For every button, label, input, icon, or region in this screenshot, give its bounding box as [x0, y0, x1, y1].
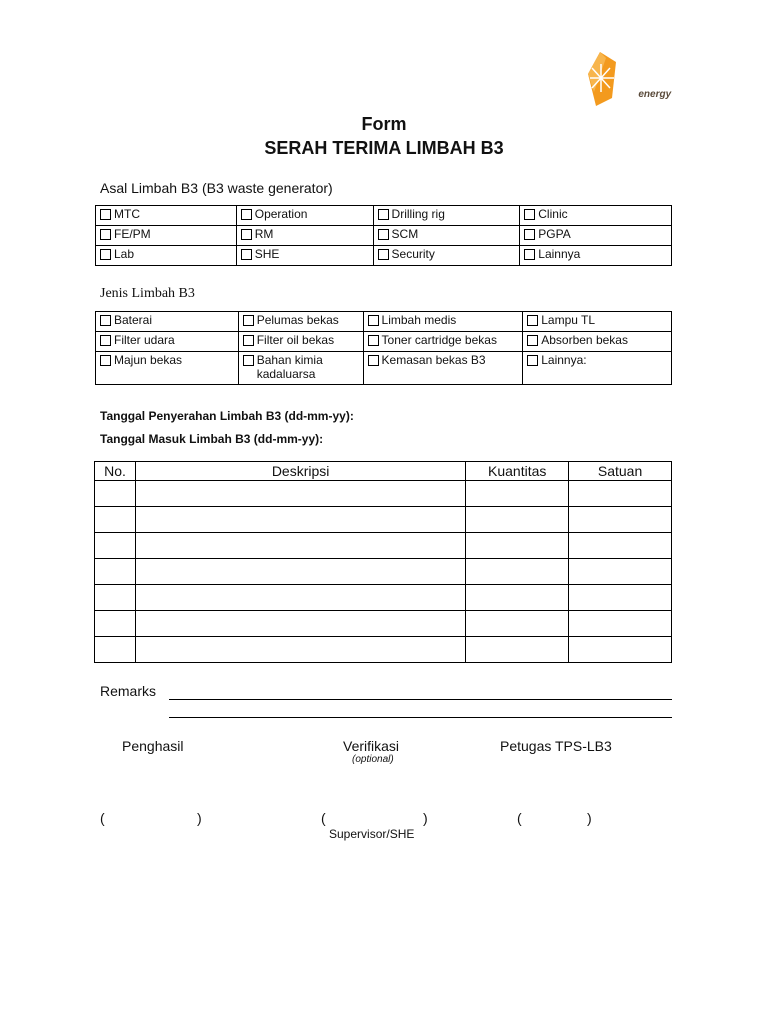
- asal-row: [96, 206, 672, 226]
- asal-label: Asal Limbah B3 (B3 waste generator): [100, 180, 333, 196]
- option-label: Drilling rig: [391, 207, 445, 221]
- cell-satuan[interactable]: [569, 611, 672, 637]
- cell-satuan[interactable]: [569, 637, 672, 663]
- option-label: Limbah medis: [381, 313, 457, 327]
- cell-no[interactable]: [95, 611, 136, 637]
- cell-kuantitas[interactable]: [466, 637, 569, 663]
- checkbox[interactable]: [100, 315, 111, 326]
- checkbox[interactable]: [100, 355, 111, 366]
- checkbox[interactable]: [100, 209, 111, 220]
- option-label: PGPA: [538, 227, 571, 241]
- table-row: [95, 533, 672, 559]
- checkbox[interactable]: [527, 355, 538, 366]
- jenis-label: Jenis Limbah B3: [100, 286, 195, 301]
- option-label: Absorben bekas: [541, 333, 628, 347]
- column-header-no: No.: [95, 462, 136, 481]
- checkbox[interactable]: [241, 229, 252, 240]
- checkbox[interactable]: [368, 335, 379, 346]
- asal-row: [96, 246, 672, 266]
- form-title: Form: [361, 114, 407, 134]
- cell-deskripsi[interactable]: [135, 533, 465, 559]
- remarks-line-2[interactable]: [169, 717, 672, 718]
- cell-deskripsi[interactable]: [135, 611, 465, 637]
- cell-no[interactable]: [95, 585, 136, 611]
- remarks-line-1[interactable]: [169, 699, 672, 700]
- jenis-table: [95, 311, 672, 385]
- checkbox[interactable]: [100, 229, 111, 240]
- checkbox[interactable]: [243, 335, 254, 346]
- signature-label-petugas: Petugas TPS-LB3: [500, 738, 612, 754]
- date-penyerahan-label: Tanggal Penyerahan Limbah B3 (dd-mm-yy):: [100, 409, 354, 423]
- signature-label-verifikasi: Verifikasi: [343, 738, 400, 754]
- option-label: SHE: [254, 247, 280, 261]
- checkbox[interactable]: [100, 249, 111, 260]
- cell-kuantitas[interactable]: [466, 585, 569, 611]
- option-label: Operation: [254, 207, 308, 221]
- asal-row: [96, 226, 672, 246]
- option-label: Lainnya: [538, 247, 581, 261]
- checkbox[interactable]: [378, 209, 389, 220]
- option-label: MTC: [114, 207, 140, 221]
- option-label: Lab: [114, 247, 135, 261]
- cell-kuantitas[interactable]: [466, 533, 569, 559]
- signature-paren-open: (: [517, 810, 522, 826]
- jenis-row: [96, 332, 672, 352]
- column-header-satuan: Satuan: [569, 462, 672, 481]
- table-row: [95, 481, 672, 507]
- cell-deskripsi[interactable]: [135, 559, 465, 585]
- signature-label-penghasil: Penghasil: [122, 738, 184, 754]
- checkbox[interactable]: [524, 209, 535, 220]
- option-label: Pelumas bekas: [256, 313, 339, 327]
- cell-deskripsi[interactable]: [135, 507, 465, 533]
- option-label: Clinic: [538, 207, 568, 221]
- checkbox[interactable]: [524, 249, 535, 260]
- cell-no[interactable]: [95, 481, 136, 507]
- cell-no[interactable]: [95, 559, 136, 585]
- signature-paren-open: (: [321, 810, 326, 826]
- cell-satuan[interactable]: [569, 559, 672, 585]
- option-label: Lainnya:: [541, 353, 587, 367]
- cell-no[interactable]: [95, 507, 136, 533]
- cell-no[interactable]: [95, 637, 136, 663]
- checkbox[interactable]: [241, 249, 252, 260]
- table-row: [95, 559, 672, 585]
- checkbox[interactable]: [243, 355, 254, 366]
- cell-deskripsi[interactable]: [135, 637, 465, 663]
- option-label: Security: [391, 247, 435, 261]
- option-label: Toner cartridge bekas: [381, 333, 497, 347]
- signature-paren-close: ): [197, 810, 202, 826]
- waste-items-table: [94, 461, 672, 663]
- table-row: [95, 585, 672, 611]
- cell-satuan[interactable]: [569, 585, 672, 611]
- signature-paren-close: ): [587, 810, 592, 826]
- option-label: Filter oil bekas: [256, 333, 335, 347]
- cell-kuantitas[interactable]: [466, 611, 569, 637]
- checkbox[interactable]: [368, 355, 379, 366]
- logo-text: starenergy: [620, 89, 672, 100]
- jenis-row: [96, 312, 672, 332]
- checkbox[interactable]: [368, 315, 379, 326]
- checkbox[interactable]: [527, 315, 538, 326]
- star-energy-logo-icon: [582, 48, 672, 110]
- cell-satuan[interactable]: [569, 533, 672, 559]
- column-header-kuantitas: Kuantitas: [466, 462, 569, 481]
- signature-paren-close: ): [423, 810, 428, 826]
- cell-deskripsi[interactable]: [135, 481, 465, 507]
- option-label: Filter udara: [114, 333, 175, 347]
- form-subtitle: SERAH TERIMA LIMBAH B3: [264, 138, 504, 158]
- checkbox[interactable]: [100, 335, 111, 346]
- star-energy-logo: [582, 48, 672, 110]
- option-label: Kemasan bekas B3: [381, 353, 486, 367]
- option-label: SCM: [391, 227, 419, 241]
- column-header-deskripsi: Deskripsi: [135, 462, 465, 481]
- checkbox[interactable]: [241, 209, 252, 220]
- checkbox[interactable]: [243, 315, 254, 326]
- date-masuk-label: Tanggal Masuk Limbah B3 (dd-mm-yy):: [100, 432, 324, 446]
- table-row: [95, 637, 672, 663]
- cell-deskripsi[interactable]: [135, 585, 465, 611]
- option-label: RM: [254, 227, 274, 241]
- supervisor-label: Supervisor/SHE: [329, 827, 415, 841]
- table-row: [95, 611, 672, 637]
- jenis-row: [96, 352, 672, 385]
- signature-paren-open: (: [100, 810, 105, 826]
- cell-kuantitas[interactable]: [466, 507, 569, 533]
- option-label: Baterai: [114, 313, 153, 327]
- cell-kuantitas[interactable]: [466, 481, 569, 507]
- optional-note: (optional): [352, 754, 394, 765]
- table-header-row: [95, 462, 672, 481]
- option-label: Lampu TL: [541, 313, 596, 327]
- option-label: Bahan kimia kadaluarsa: [256, 353, 323, 381]
- cell-kuantitas[interactable]: [466, 559, 569, 585]
- cell-satuan[interactable]: [569, 481, 672, 507]
- remarks-label: Remarks: [100, 683, 157, 699]
- checkbox[interactable]: [378, 229, 389, 240]
- checkbox[interactable]: [527, 335, 538, 346]
- option-label: Majun bekas: [114, 353, 183, 367]
- cell-satuan[interactable]: [569, 507, 672, 533]
- checkbox[interactable]: [378, 249, 389, 260]
- checkbox[interactable]: [524, 229, 535, 240]
- cell-no[interactable]: [95, 533, 136, 559]
- table-row: [95, 507, 672, 533]
- option-label: FE/PM: [114, 227, 151, 241]
- asal-table: [95, 205, 672, 266]
